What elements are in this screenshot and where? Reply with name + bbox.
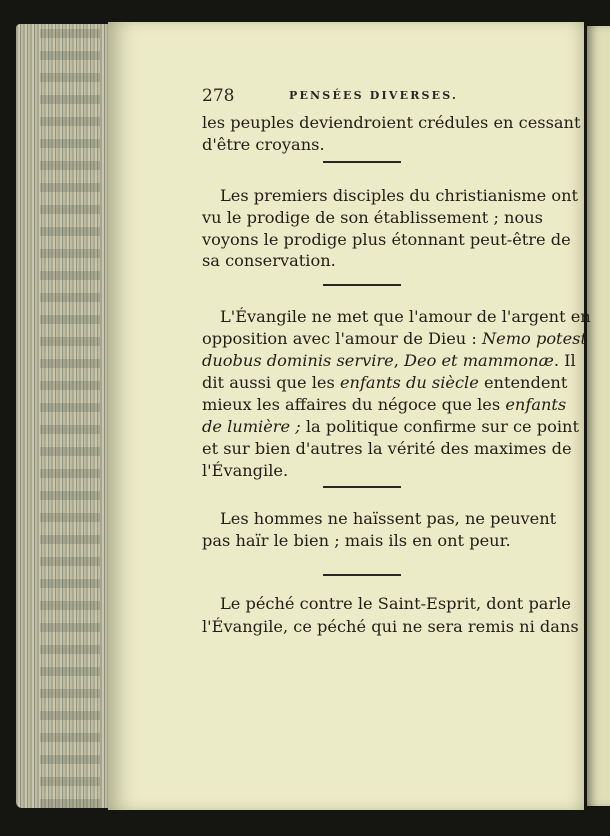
section-divider (323, 284, 401, 286)
text-segment: l'Évangile, ce péché qui ne sera remis ni dans (202, 617, 579, 636)
text-line (202, 251, 524, 271)
text-segment: Les hommes ne haïssent pas, ne peuvent (220, 509, 557, 528)
text-segment: pas haïr le bien ; mais ils en ont peur. (202, 531, 511, 550)
text-segment: et sur bien d'autres la vérité des maximes de (202, 439, 572, 458)
text-segment: la politique confirme sur ce point (300, 417, 579, 436)
text-segment: vu le prodige de son établissement ; nous (202, 208, 543, 227)
text-segment: l'Évangile. (202, 461, 289, 480)
text-segment: voyons le prodige plus étonnant peut-être de (202, 230, 571, 249)
page-header (202, 86, 524, 108)
text-line (202, 351, 576, 371)
text-segment: opposition avec l'amour de Dieu : (202, 329, 482, 348)
text-segment: dit aussi que les (202, 373, 340, 392)
page-edges-marbling (40, 24, 100, 808)
text-line (202, 135, 524, 155)
text-segment: les peuples deviendroient crédules en cessant (202, 113, 581, 132)
text-line (202, 373, 568, 393)
text-line (202, 594, 571, 614)
text-line (202, 329, 587, 349)
italic-text: Nemo potest (481, 329, 587, 348)
text-line (202, 461, 524, 481)
text-segment: Le péché contre le Saint-Esprit, dont parle (220, 594, 571, 613)
text-line (202, 307, 591, 327)
facing-page-edge (587, 26, 610, 806)
text-line (202, 113, 581, 133)
text-line (202, 617, 579, 637)
text-segment: L'Évangile ne met que l'amour de l'argent en (220, 307, 591, 326)
text-line (202, 395, 567, 415)
text-segment: entendent (478, 373, 568, 392)
text-line (202, 531, 524, 551)
text-segment: mieux les affaires du négoce que les (202, 395, 506, 414)
running-title: PENSÉES DIVERSES. (289, 89, 459, 102)
text-segment: sa conservation. (202, 251, 336, 270)
page-number: 278 (202, 86, 235, 106)
text-line (202, 208, 543, 228)
section-divider (323, 574, 401, 576)
section-divider (323, 486, 401, 488)
text-line (202, 439, 572, 459)
italic-text: de lumière ; (202, 417, 301, 436)
italic-text: enfants du siècle (339, 373, 479, 392)
italic-text: duobus dominis servire (202, 351, 394, 370)
italic-text: Deo et mammonæ (404, 351, 554, 370)
text-segment: Les premiers disciples du christianisme ont (220, 186, 579, 205)
text-segment: d'être croyans. (202, 135, 325, 154)
text-line (202, 186, 579, 206)
text-segment: . Il (553, 351, 576, 370)
text-line (202, 230, 571, 250)
italic-text: enfants (505, 395, 567, 414)
text-line (202, 509, 557, 529)
text-segment: , (393, 351, 405, 370)
text-line (202, 417, 579, 437)
section-divider (323, 161, 401, 163)
